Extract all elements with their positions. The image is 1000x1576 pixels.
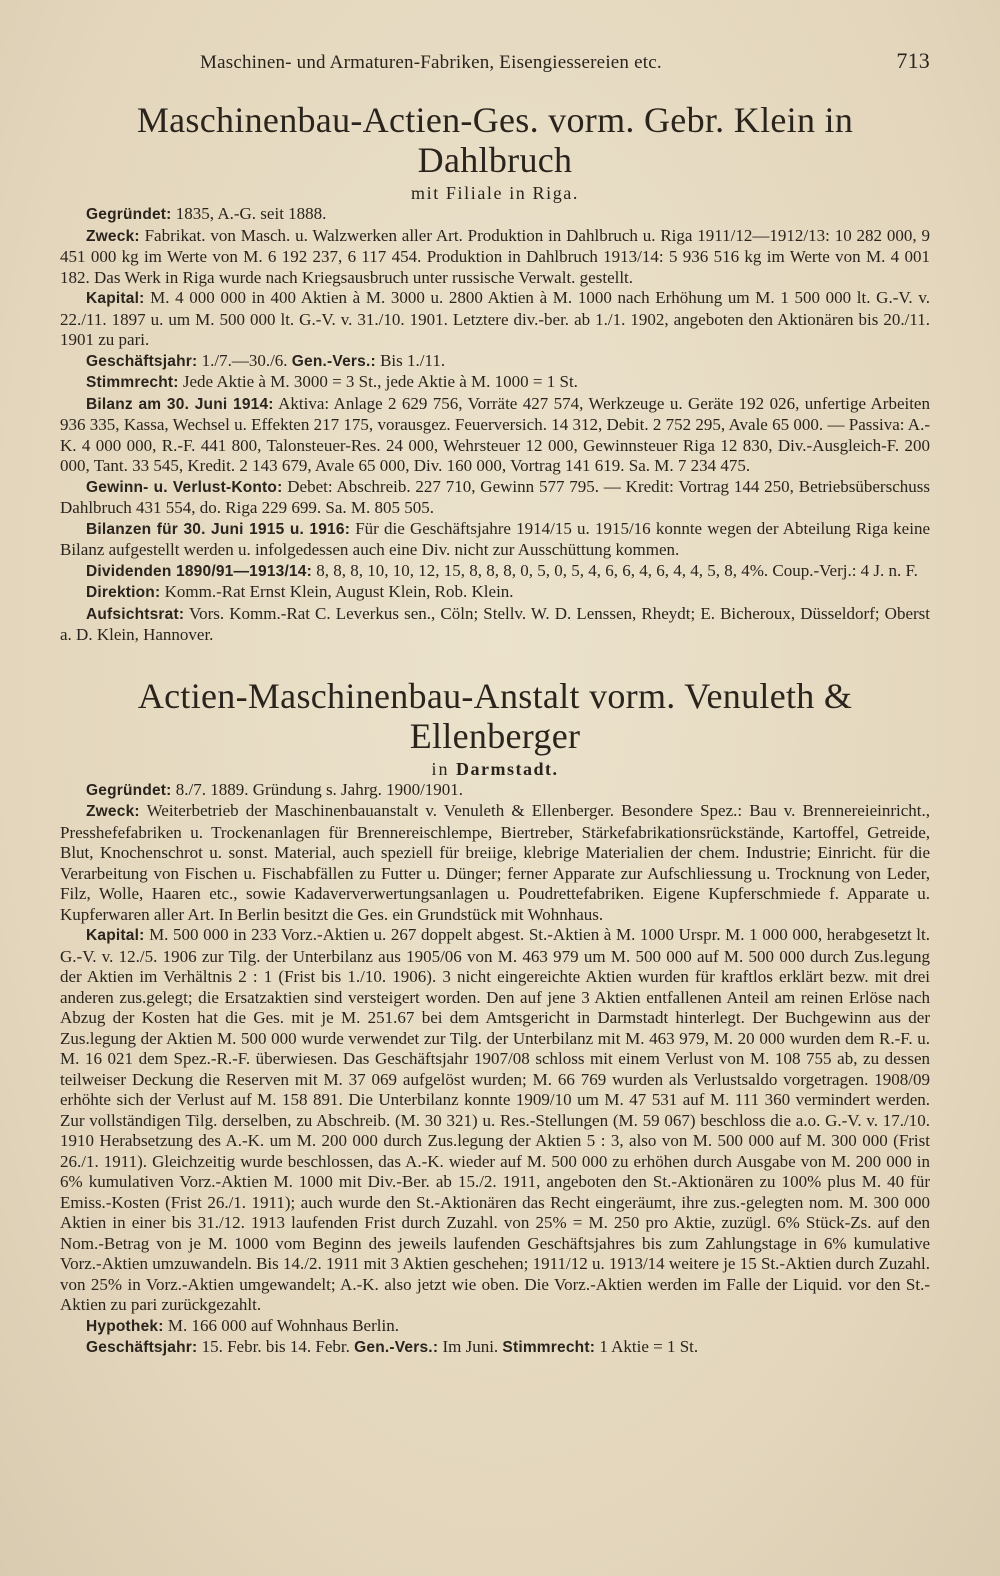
entry-kapital: Kapital: M. 4 000 000 in 400 Aktien à M. 3000 u. 2800 Aktien à M. 1000 nach Erhöhung um M. 1 500 000 lt. G.-V. v. 22./11. 1897 u. um M. 500 000 lt. G.-V. v. 31./10. 1901. Letztere div.-ber. ab 1./1. 1902, angeboten den Aktionären bis 20./11. 1901 zu pari. [60, 288, 930, 349]
entry-zweck: Zweck: Weiterbetrieb der Maschinenbauanstalt v. Venuleth & Ellenberger. Besondere Spez.: Bau v. Brennereieinricht., Presshefefabriken u. Trockenanlagen für Brennereischlempe, Biertreber, Stärkefabrikationsrückstände, Kartoffel, Getreide, Blut, Knochenschrot u. sonst. Material, auch speziell für breiige, klebrige Materialien der chem. Industrie; Einricht. für die Verarbeitung von Fischen u. Fischabfällen zu Futter u. Dünger; ferner Apparate zur Aufschliessung u. Trocknung von Leder, Filz, Wolle, Haaren etc., sowie Kadaververwertungsanlagen u. Poudrettefabriken. Eigene Kupferschmiede f. Apparate u. Kupferwaren aller Art. In Berlin besitzt die Ges. ein Grundstück mit Wohnhaus. [60, 801, 930, 924]
company-subtitle: mit Filiale in Riga. [411, 183, 579, 203]
entry-gegruendet: Gegründet: 8./7. 1889. Gründung s. Jahrg. 1900/1901. [86, 779, 464, 799]
entry-direktion: Direktion: Komm.-Rat Ernst Klein, August Klein, Rob. Klein. [86, 582, 514, 601]
company-entry-klein [60, 100, 930, 646]
entry-gegruendet: Gegründet: 1835, A.-G. seit 1888. [86, 204, 327, 223]
company-entry-venuleth [60, 676, 930, 1359]
entry-zweck: Zweck: Fabrikat. von Masch. u. Walzwerken aller Art. Produktion in Dahlbruch u. Riga 1911/12—1912/13: 10 282 000, 9 451 000 kg im Werte von M. 6 192 237, 6 117 454. Produktion in Dahlbruch 1913/14: 5 936 516 kg im Werte von M. 4 001 182. Das Werk in Riga wurde nach Kriegsausbruch unter russische Verwalt. gestellt. [60, 225, 930, 287]
entry-geschaeftsjahr: Geschäftsjahr: 1./7.—30./6. Gen.-Vers.: Bis 1./11. [86, 350, 446, 370]
entry-hypothek: Hypothek: M. 166 000 auf Wohnhaus Berlin. [86, 1315, 399, 1335]
entry-bilanz: Bilanz am 30. Juni 1914: Aktiva: Anlage 2 629 756, Vorräte 427 574, Werkzeuge u. Geräte 192 026, unfertige Arbeiten 936 335, Kassa, Wechsel u. Effekten 217 175, vorausgez. Feuerversich. 14 312, Debit. 2 752 295, Avale 65 000. — Passiva: A.-K. 4 000 000, R.-F. 441 800, Talonsteuer-Res. 24 000, Wehrsteuer 12 000, Gewinnsteuer Riga 12 830, Div.-Ausgleich-F. 200 000, Tant. 33 545, Kredit. 2 143 679, Avale 65 000, Div. 160 000, Vortrag 141 619. Sa. M. 7 234 475. [60, 393, 930, 475]
page-number: 713 [896, 48, 930, 73]
entry-aufsichtsrat: Aufsichtsrat: Vors. Komm.-Rat C. Leverkus sen., Cöln; Stellv. W. D. Lenssen, Rheydt; E. Bicheroux, Düsseldorf; Oberst a. D. Klein, Hannover. [60, 603, 930, 644]
entry-kapital: Kapital: M. 500 000 in 233 Vorz.-Aktien u. 267 doppelt abgest. St.-Aktien à M. 1000 Urspr. M. 1 000 000, herabgesetzt lt. G.-V. v. 12./5. 1906 zur Tilg. der Unterbilanz aus 1905/06 von M. 463 979 um M. 500 000 auf M. 500 000 durch Zus.legung der Aktien im Verhältnis 2 : 1 (Frist bis 1./10. 1906). 3 nicht eingereichte Aktien wurden für kraftlos erklärt bezw. mit drei anderen zus.gelegt; die Ersatzaktien sind versteigert worden. Den auf jene 3 Aktien entfallenen Anteil am reinen Erlöse nach Abzug der Kosten hat die Ges. mit je M. 251.67 bei dem Amtsgericht in Darmstadt hinterlegt. Der Buchgewinn aus der Zus.legung der Aktien M. 500 000 wurde verwendet zur Tilg. der Unterbilanz mit M. 463 979, M. 20 000 wurden dem R.-F. u. M. 16 021 dem Spez.-R.-F. überwiesen. Das Geschäftsjahr 1907/08 schloss mit einem Verlust von M. 108 755 ab, zu dessen teilweiser Deckung die Reserven mit M. 37 069 aufgelöst wurden; M. 66 769 wurden als Verlustsaldo vorgetragen. 1908/09 erhöhte sich der Verlust auf M. 158 891. Die Unterbilanz konnte 1909/10 um M. 47 531 auf M. 111 360 vermindert werden. Zur vollständigen Tilg. derselben, zu Abschreib. (M. 30 321) u. Res.-Stellungen (M. 59 067) beschloss die a.o. G.-V. v. 17./10. 1910 Herabsetzung des A.-K. um M. 200 000 durch Zus.legung der Aktien 5 : 3, also von M. 500 000 auf M. 300 000 (Frist 26./1. 1911). Gleichzeitig wurde beschlossen, das A.-K. wieder auf M. 500 000 zu erhöhen durch Ausgabe von M. 200 000 in 6% kumulativen Vorz.-Aktien M. 1000 mit Div.-Ber. ab 15./2. 1911, angeboten den St.-Aktionären zu 100% plus M. 40 für Emiss.-Kosten (Frist 26./1. 1911); auch wurde den St.-Aktionären das Recht eingeräumt, ihre zus.-gelegten nom. M. 300 000 Aktien in einer bis 31./12. 1913 laufenden Frist durch Zuzahl. von 25% = M. 250 pro Aktie, zuzügl. 6% Stück-Zs. auf den Nom.-Betrag von je M. 1000 vom Beginn des jeweils laufenden Geschäftsjahres bis zum Zahlungstage in 6% kumulative Vorz.-Aktien umzuwandeln. Bis 14./2. 1911 mit 3 Aktien geschehen; 1911/12 u. 1913/14 weitere je 15 St.-Aktien durch Zuzahl. von 25% in Vorz.-Aktien umgewandelt; A.-K. also jetzt wie oben. Die Vorz.-Aktien werden im Falle der Liquid. vor den St.-Aktien zu pari zurückgezahlt. [60, 925, 930, 1314]
company-subtitle: in Darmstadt. [431, 758, 559, 779]
entry-dividenden: Dividenden 1890/91—1913/14: 8, 8, 8, 10, 10, 12, 15, 8, 8, 8, 0, 5, 0, 5, 4, 6, 6, 4, 6, 4, 4, 5, 8, 4%. Coup.-Verj.: 4 J. n. F. [86, 560, 918, 580]
running-header [200, 48, 930, 94]
company-title: Maschinenbau-Actien-Ges. vorm. Gebr. Klein in Dahlbruch [136, 100, 854, 180]
entry-geschaeftsjahr: Geschäftsjahr: 15. Febr. bis 14. Febr. Gen.-Vers.: Im Juni. Stimmrecht: 1 Aktie = 1 St. [86, 1337, 699, 1356]
running-title: Maschinen- und Armaturen-Fabriken, Eisengiessereien etc. [200, 52, 662, 73]
entry-gewinn-verlust: Gewinn- u. Verlust-Konto: Debet: Abschreib. 227 710, Gewinn 577 795. — Kredit: Vortrag 144 250, Betriebsüberschuss Dahlbruch 431 554, do. Riga 229 699. Sa. M. 805 505. [60, 476, 930, 517]
company-title: Actien-Maschinenbau-Anstalt vorm. Venuleth & Ellenberger [137, 675, 853, 756]
entry-bilanzen: Bilanzen für 30. Juni 1915 u. 1916: Für die Geschäftsjahre 1914/15 u. 1915/16 konnte wegen der Abteilung Riga keine Bilanz aufgestellt werden u. infolgedessen auch eine Div. nicht zur Ausschüttung kommen. [60, 518, 930, 559]
entry-stimmrecht: Stimmrecht: Jede Aktie à M. 3000 = 3 St., jede Aktie à M. 1000 = 1 St. [86, 372, 578, 391]
